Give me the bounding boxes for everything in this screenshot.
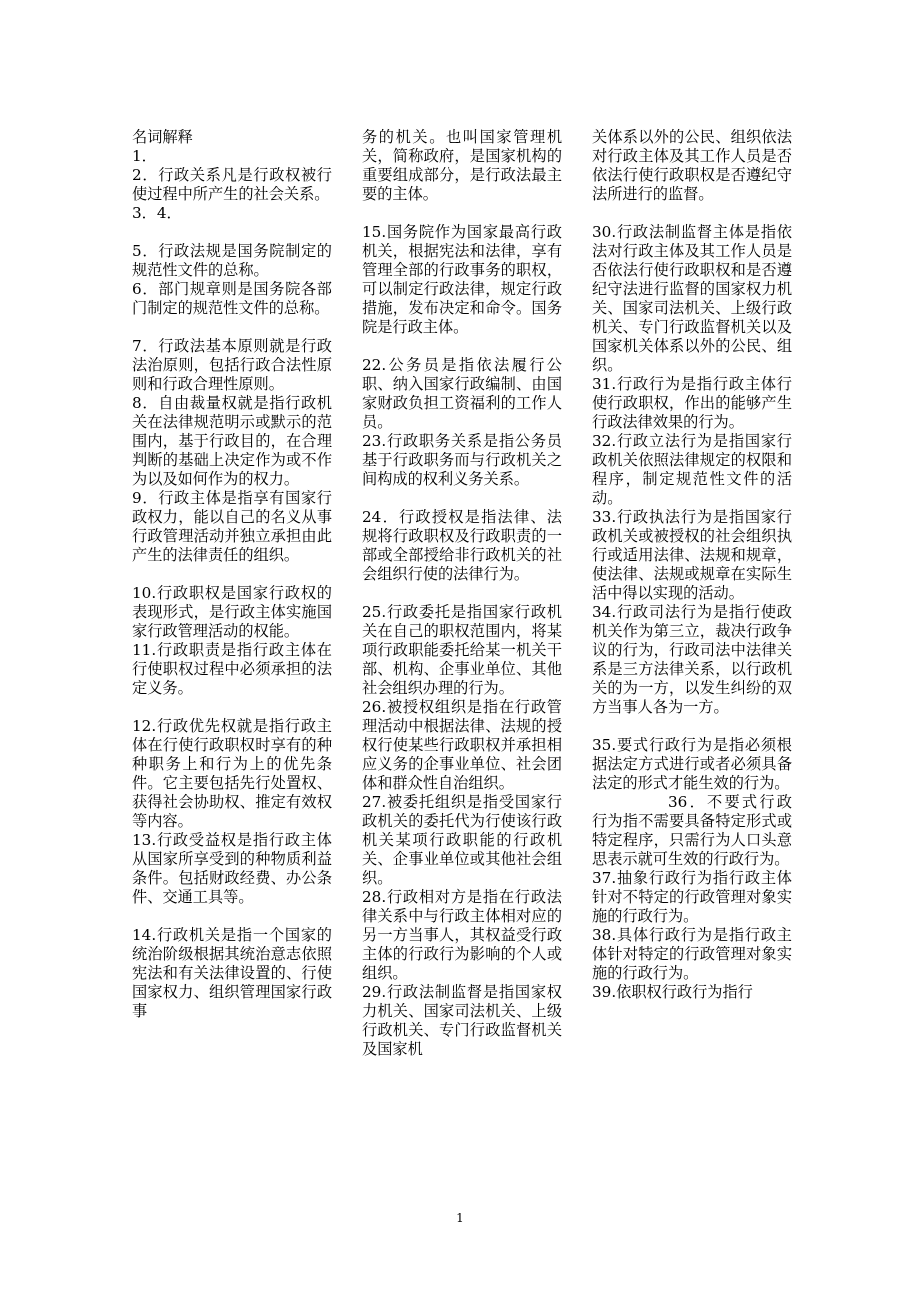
column-3 [592, 128, 792, 1002]
paragraph: 2．行政关系凡是行政权被行使过程中所产生的社会关系。 [132, 166, 332, 203]
paragraph: 35.要式行政行为是指必须根据法定方式进行或者必须具备法定的形式才能生效的行为。 [592, 736, 792, 792]
paragraph: 11.行政职责是指行政主体在行使职权过程中必须承担的法定义务。 [132, 641, 332, 697]
paragraph: 37.抽象行政行为指行政主体针对不特定的行政管理对象实施的行政行为。 [592, 869, 792, 925]
paragraph: 39.依职权行政行为指行 [592, 983, 753, 1001]
paragraph-gap [362, 204, 562, 223]
paragraph: 13.行政受益权是指行政主体从国家所享受到的种物质利益条件。包括财政经费、办公条件、交通工具等。 [132, 831, 332, 906]
paragraph-gap [592, 204, 792, 223]
paragraph: 7．行政法基本原则就是行政法治原则，包括行政合法性原则和行政合理性原则。 [132, 337, 332, 393]
paragraph: 关体系以外的公民、组织依法对行政主体及其工作人员是否依法行使行政职权是否遵纪守法所进行的监督。 [592, 128, 792, 203]
paragraph: 23.行政职务关系是指公务员基于行政职务而与行政机关之间构成的权利义务关系。 [362, 432, 562, 488]
paragraph: 10.行政职权是国家行政权的表现形式，是行政主体实施国家行政管理活动的权能。 [132, 584, 332, 640]
paragraph-gap [132, 565, 332, 584]
paragraph: 15.国务院作为国家最高行政机关，根据宪法和法律，享有管理全部的行政事务的职权，可以制定行政法律，规定行政措施，发布决定和命令。国务院是行政主体。 [362, 223, 562, 336]
paragraph-gap [592, 717, 792, 736]
paragraph: 5．行政法规是国务院制定的规范性文件的总称。 [132, 242, 332, 279]
paragraph: 14.行政机关是指一个国家的统治阶级根据其统治意志依照宪法和有关法律设置的、行使国家权力、组织管理国家行政事 [132, 926, 332, 1020]
paragraph: 26.被授权组织是指在行政管理活动中根据法律、法规的授权行使某些行政职权并承担相应义务的企事业单位、社会团体和群众性自治组织。 [362, 698, 562, 792]
paragraph-gap [132, 907, 332, 926]
paragraph-gap [362, 337, 562, 356]
paragraph: 38.具体行政行为是指行政主体针对特定的行政管理对象实施的行政行为。 [592, 926, 792, 982]
column-1 [132, 128, 332, 1021]
paragraph: 36．不要式行政行为指不需要具备特定形式或特定程序，只需行为人口头意思表示就可生效的行政行为。 [592, 793, 792, 868]
paragraph: 32.行政立法行为是指国家行政机关依照法律规定的权限和程序，制定规范性文件的活动。 [592, 432, 792, 507]
paragraph: 25.行政委托是指国家行政机关在自己的职权范围内，将某项行政职能委托给某一机关干部、机构、企事业单位、其他社会组织办理的行为。 [362, 603, 562, 697]
paragraph: 6．部门规章则是国务院各部门制定的规范性文件的总称。 [132, 280, 332, 317]
paragraph: 33.行政执法行为是指国家行政机关或被授权的社会组织执行或适用法律、法规和规章，使法律、法规或规章在实际生活中得以实现的活动。 [592, 508, 792, 602]
paragraph: 22.公务员是指依法履行公职、纳入国家行政编制、由国家财政负担工资福利的工作人员。 [362, 356, 562, 431]
paragraph: 名词解释 [132, 128, 193, 146]
page-number: 1 [456, 1211, 464, 1225]
paragraph: 30.行政法制监督主体是指依法对行政主体及其工作人员是否依法行使行政职权和是否遵纪守法进行监督的国家权力机关、国家司法机关、上级行政机关、专门行政监督机关以及国家机关体系以外的公民、组织。 [592, 223, 792, 374]
paragraph: 28.行政相对方是指在行政法律关系中与行政主体相对应的另一方当事人，其权益受行政主体的行政行为影响的个人或组织。 [362, 888, 562, 982]
paragraph: 3．4． [132, 204, 182, 222]
paragraph-gap [362, 584, 562, 603]
paragraph-gap [362, 489, 562, 508]
column-2 [362, 128, 562, 1059]
paragraph: 12.行政优先权就是指行政主体在行使行政职权时享有的种种职务上和行为上的优先条件。它主要包括先行处置权、获得社会协助权、推定有效权等内容。 [132, 717, 332, 830]
paragraph-gap [132, 318, 332, 337]
paragraph: 1． [132, 147, 157, 165]
paragraph: 34.行政司法行为是指行使政机关作为第三立，裁决行政争议的行为，行政司法中法律关系是三方法律关系，以行政机关的为一方，以发生纠纷的双方当事人各为一方。 [592, 603, 792, 716]
paragraph-gap [132, 698, 332, 717]
paragraph: 9．行政主体是指享有国家行政权力，能以自己的名义从事行政管理活动并独立承担由此产生的法律责任的组织。 [132, 489, 332, 564]
paragraph-gap [132, 223, 332, 242]
paragraph: 8．自由裁量权就是指行政机关在法律规范明示或默示的范围内，基于行政目的，在合理判断的基础上决定作为或不作为以及如何作为的权力。 [132, 394, 332, 488]
paragraph: 31.行政行为是指行政主体行使行政职权，作出的能够产生行政法律效果的行为。 [592, 375, 792, 431]
paragraph: 24．行政授权是指法律、法规将行政职权及行政职责的一部或全部授给非行政机关的社会组织行使的法律行为。 [362, 508, 562, 583]
paragraph: 29.行政法制监督是指国家权力机关、国家司法机关、上级行政机关、专门行政监督机关及国家机 [362, 983, 562, 1058]
paragraph: 务的机关。也叫国家管理机关，简称政府，是国家机构的重要组成部分，是行政法最主要的主体。 [362, 128, 562, 203]
paragraph: 27.被委托组织是指受国家行政机关的委托代为行使该行政机关某项行政职能的行政机关、企事业单位或其他社会组织。 [362, 793, 562, 887]
